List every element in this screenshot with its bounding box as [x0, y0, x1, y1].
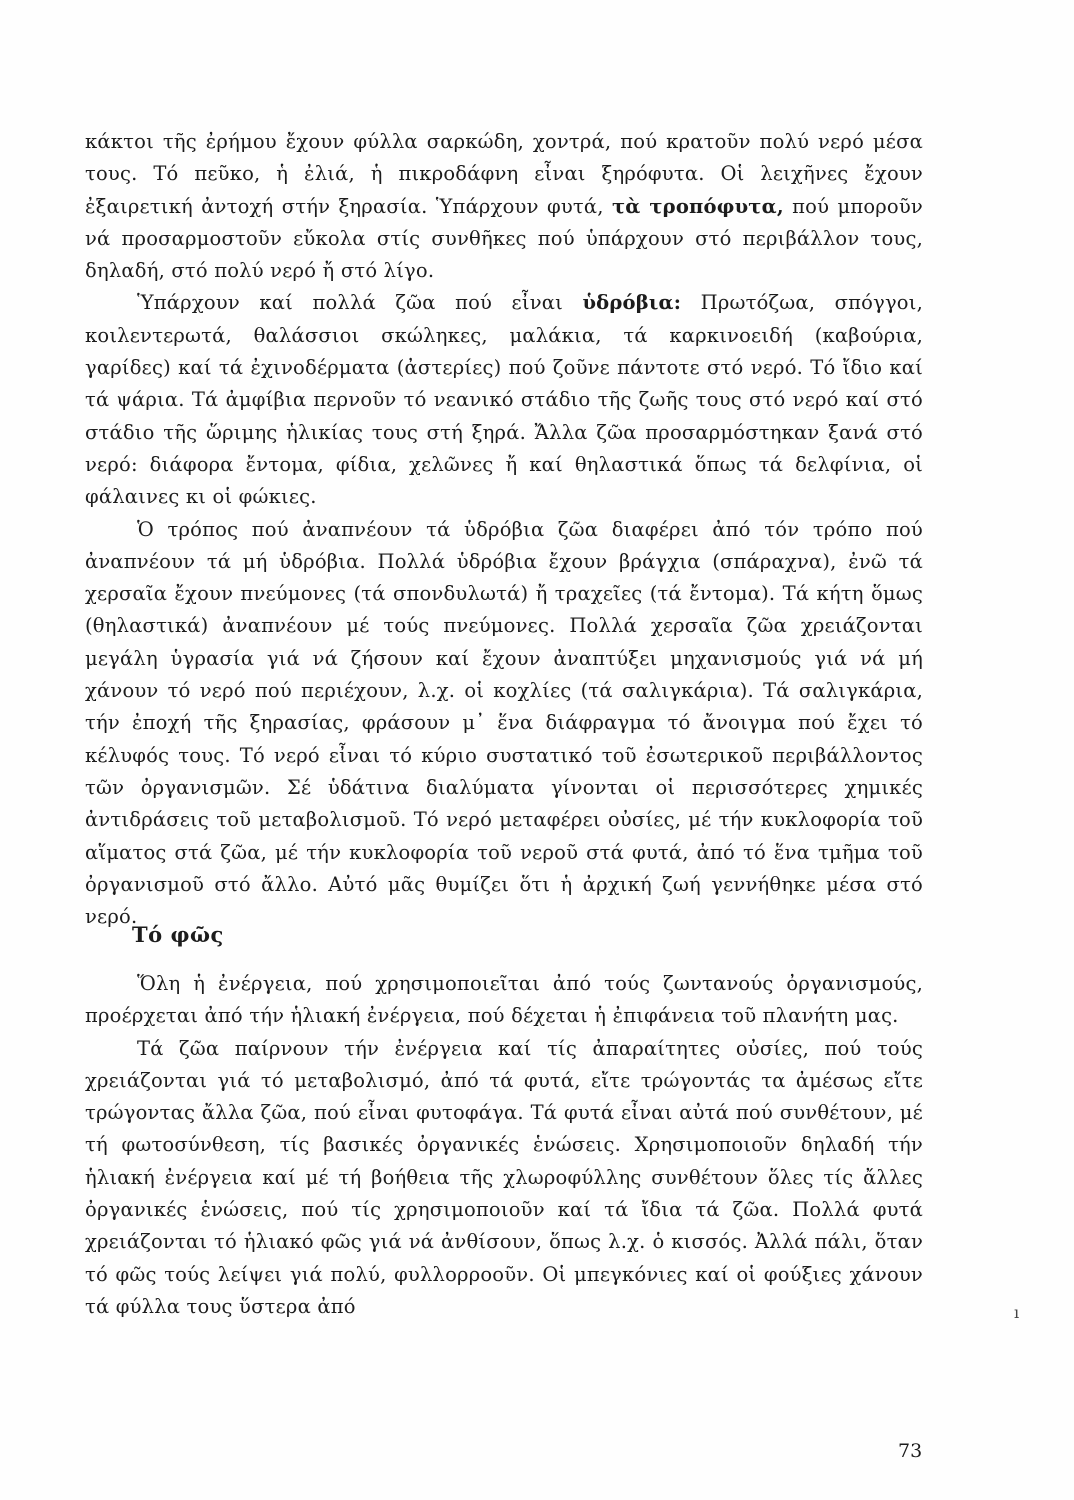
paragraph-xerophytes: κάκτοι τῆς ἐρήμου ἔχουν φύλλα σαρκώδη, χοντρά, πού κρατοῦν πολύ νερό μέσα τους. Τό πεῦκο, ἡ ἐλιά, ἡ πικροδάφνη εἶναι ξηρόφυτα. Οἱ λειχῆνες ἔχουν ἐξαιρετική ἀντοχή στήν ξηρασία. Ὑπάρχουν φυτά, τὰ τροπόφυτα, πού μποροῦν νά προσαρμοστοῦν εὔκολα στίς συνθῆκες πού ὑπάρχουν στό περιβάλλον τους, δηλαδή, στό πολύ νερό ἤ στό λίγο.: [85, 130, 923, 283]
margin-mark: ı: [1014, 1303, 1020, 1322]
body-text-top: [85, 126, 923, 933]
paragraph-energy: Ὅλη ἡ ἐνέργεια, πού χρησιμοποιεῖται ἀπό τούς ζωντανούς ὀργανισμούς, προέρχεται ἀπό τήν ἡλιακή ἐνέργεια, πού δέχεται ἡ ἐπιφάνεια τοῦ πλανήτη μας.: [85, 972, 923, 1028]
body-text-bottom: [85, 968, 923, 1323]
paragraph-photosynthesis: Τά ζῶα παίρνουν τήν ἐνέργεια καί τίς ἀπαραίτητες οὐσίες, πού τούς χρειάζονται γιά τό μεταβολισμό, ἀπό τά φυτά, εἴτε τρώγοντάς τα ἀμέσως εἴτε τρώγοντας ἄλλα ζῶα, πού εἶναι φυτοφάγα. Τά φυτά εἶναι αὐτά πού συνθέτουν, μέ τή φωτοσύνθεση, τίς βασικές ὀργανικές ἑνώσεις. Χρησιμοποιοῦν δηλαδή τήν ἡλιακή ἐνέργεια καί μέ τή βοήθεια τῆς χλωροφύλλης συνθέτουν ὅλες τίς ἄλλες ὀργανικές ἑνώσεις, πού τίς χρησιμοποιοῦν καί τά ἴδια τά ζῶα. Πολλά φυτά χρειάζονται τό ἡλιακό φῶς γιά νά ἀνθίσουν, ὅπως λ.χ. ὁ κισσός. Ἀλλά πάλι, ὅταν τό φῶς τούς λείψει γιά πολύ, φυλλορροοῦν. Οἱ μπεγκόνιες καί οἱ φούξιες χάνουν τά φύλλα τους ὕστερα ἀπό: [85, 1036, 923, 1318]
paragraph-aquatic-animals: Ὑπάρχουν καί πολλά ζῶα πού εἶναι ὑδρόβια: Πρωτόζωα, σπόγγοι, κοιλεντερωτά, θαλάσσιοι σκώληκες, μαλάκια, τά καρκινοειδή (καβούρια, γαρίδες) καί τά ἐχινοδέρματα (ἀστερίες) πού ζοῦνε πάντοτε στό νερό. Τό ἴδιο καί τά ψάρια. Τά ἀμφίβια περνοῦν τό νεανικό στάδιο τῆς ζωῆς τους στό νερό καί στό στάδιο τῆς ὥριμης ἡλικίας τους στή ξηρά. Ἄλλα ζῶα προσαρμόστηκαν ξανά στό νερό: διάφορα ἔντομα, φίδια, χελῶνες ἤ καί θηλαστικά ὅπως τά δελφίνια, οἱ φάλαινες κι οἱ φώκιες.: [85, 291, 923, 509]
section-heading-light: Τό φῶς: [132, 922, 224, 947]
term-hydrobia: ὑδρόβια:: [582, 291, 682, 315]
term-tropophyta: τὰ τροπόφυτα,: [611, 194, 784, 218]
paragraph-respiration: Ὁ τρόπος πού ἀναπνέουν τά ὑδρόβια ζῶα διαφέρει ἀπό τόν τρόπο πού ἀναπνέουν τά μή ὑδρόβια. Πολλά ὑδρόβια ἔχουν βράγχια (σπάραχνα), ἐνῶ τά χερσαῖα ἔχουν πνεύμονες (τά σπονδυλωτά) ἤ τραχεῖες (τά ἔντομα). Τά κήτη ὅμως (θηλαστικά) ἀναπνέουν μέ τούς πνεύμονες. Πολλά χερσαῖα ζῶα χρειάζονται μεγάλη ὑγρασία γιά νά ζήσουν καί ἔχουν ἀναπτύξει μηχανισμούς γιά νά μή χάνουν τό νερό πού περιέχουν, λ.χ. οἱ κοχλίες (τά σαλιγκάρια). Τά σαλιγκάρια, τήν ἐποχή τῆς ξηρασίας, φράσουν μ᾽ ἕνα διάφραγμα τό ἄνοιγμα πού ἔχει τό κέλυφός τους. Τό νερό εἶναι τό κύριο συστατικό τοῦ ἐσωτερικοῦ περιβάλλοντος τῶν ὀργανισμῶν. Σέ ὑδάτινα διαλύματα γίνονται οἱ περισσότερες χημικές ἀντιδράσεις τοῦ μεταβολισμοῦ. Τό νερό μεταφέρει οὐσίες, μέ τήν κυκλοφορία τοῦ αἵματος στά ζῶα, μέ τήν κυκλοφορία τοῦ νεροῦ στά φυτά, ἀπό τό ἕνα τμῆμα τοῦ ὀργανισμοῦ στό ἄλλο. Αὐτό μᾶς θυμίζει ὅτι ἡ ἀρχική ζωή γεννήθηκε μέσα στό νερό.: [85, 517, 923, 929]
page-number: 73: [898, 1440, 923, 1462]
